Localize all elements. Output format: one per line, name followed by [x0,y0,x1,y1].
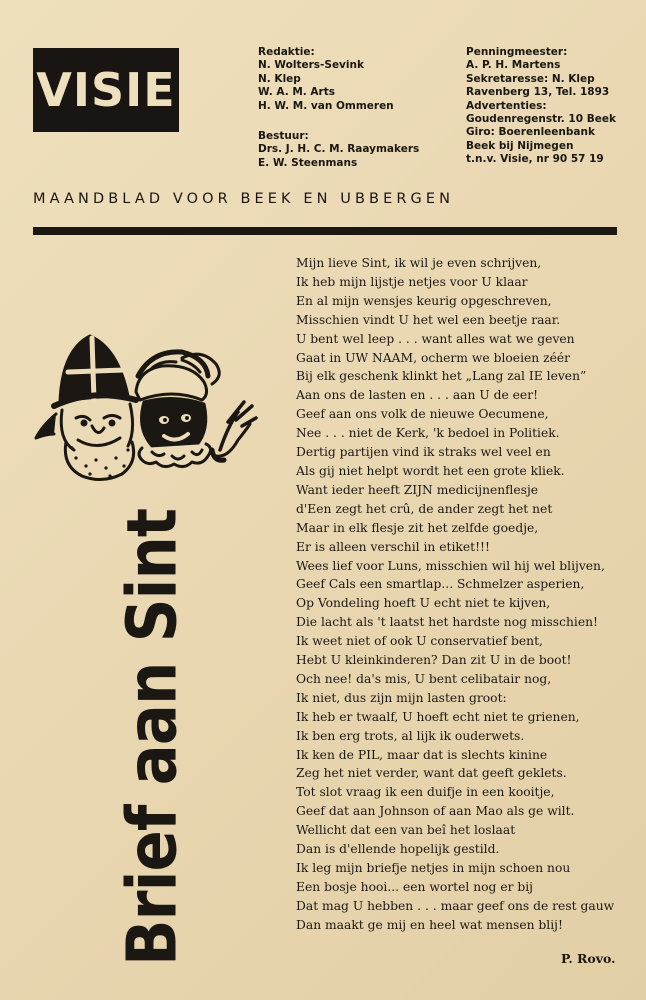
poem-line: Zeg het niet verder, want dat geeft geklets. [296,766,567,781]
poem-line: Geef aan ons volk de nieuwe Oecumene, [296,407,549,422]
poem-line: d'Een zegt het crû, de ander zegt het net [296,501,553,516]
bestuur-block [258,130,419,170]
contact-line: Sekretaresse: N. Klep [466,72,595,85]
contact-line: Giro: Boerenleenbank [466,126,595,139]
poem-line: Maar in elk flesje zit het zelfde goedje, [296,520,539,535]
poem-line: Geef Cals een smartlap... Schmelzer asperien, [296,577,585,592]
redaktie-name: W. A. M. Arts [258,86,336,99]
redaktie-name: H. W. M. van Ommeren [258,99,394,112]
redaktie-block [258,46,394,113]
poem-line: Dat mag U hebben . . . maar geef ons de rest gauw [296,898,615,913]
poem-line: Misschien vindt U het wel een beetje raar. [296,312,561,327]
poem-line: Tot slot vraag ik een duifje in een kooitje, [296,785,555,800]
poem-line: Ik niet, dus zijn mijn lasten groot: [296,690,507,705]
poem-line: Want ieder heeft ZIJN medicijnenflesje [296,482,539,497]
poem-line: Ik weet niet of ook U conservatief bent, [296,634,543,649]
poem-body [296,254,614,935]
poem-line: Nee . . . niet de Kerk, 'k bedoel in Politiek. [296,426,560,441]
author-signature: P. Rovo. [561,951,616,966]
bestuur-name: Drs. J. H. C. M. Raaymakers [258,143,420,156]
poem-line: Gaat in UW NAAM, ocherm we bloeien zéér [296,350,571,365]
poem-line: Een bosje hooi... een wortel nog er bij [296,879,533,894]
contact-line: Ravenberg 13, Tel. 1893 [466,86,610,99]
poem-line: Dan is d'ellende hopelijk gestild. [296,842,500,857]
contact-line: Advertenties: [466,99,547,112]
contact-line: Penningmeester: [466,46,568,58]
contact-line: Goudenregenstr. 10 Beek [466,113,616,126]
redaktie-name: N. Wolters-Sevink [258,59,364,72]
bestuur-heading: Bestuur: [258,130,309,142]
poem-line: Wellicht dat een van beî het loslaat [296,823,516,838]
sinterklaas-and-zwarte-piet-icon [32,330,262,485]
poem-line: Dertig partijen vind ik straks wel veel en [296,445,551,460]
poem-line: U bent wel leep . . . want alles wat we geven [296,331,575,346]
contact-line: Beek bij Nijmegen [466,139,574,152]
masthead-divider [33,227,617,235]
poem-line: Ik leg mijn briefje netjes in mijn schoen nou [296,861,571,875]
poem-line: En al mijn wensjes keurig opgeschreven, [296,293,552,308]
poem-line: Die lacht als 't laatst het hardste nog misschien! [296,615,598,630]
poem-line: Aan ons de lasten en . . . aan U de eer! [296,388,539,403]
poem-line: Ik ken de PIL, maar dat is slechts kinine [296,747,548,762]
penningmeester-block [466,46,616,167]
poem-line: Er is alleen verschil in etiket!!! [296,539,490,554]
redaktie-name: N. Klep [258,72,301,85]
poem-line: Mijn lieve Sint, ik wil je even schrijven, [296,256,542,270]
visie-logo: VISIE [33,48,179,132]
article-title: Brief aan Sint [113,508,193,966]
poem-line: Ik heb mijn lijstje netjes voor U klaar [296,274,528,289]
poem-line: Hebt U kleinkinderen? Dan zit U in de boot! [296,653,572,668]
bestuur-name: E. W. Steenmans [258,156,358,169]
poem-line: Als gij niet helpt wordt het een grote kliek. [296,463,565,478]
poem-line: Ik heb er twaalf, U hoeft echt niet te grienen, [296,709,580,724]
poem-line: Wees lief voor Luns, misschien wil hij wel blijven, [296,558,605,573]
masthead-tagline: MAANDBLAD VOOR BEEK EN UBBERGEN [33,191,455,207]
contact-line: A. P. H. Martens [466,59,561,72]
poem-line: Geef dat aan Johnson of aan Mao als ge wilt. [296,804,575,819]
poem-line: Dan maakt ge mij en heel wat mensen blij! [296,917,563,932]
poem-line: Bij elk geschenk klinkt het „Lang zal IE leven” [296,369,587,384]
contact-line: t.n.v. Visie, nr 90 57 19 [466,153,604,166]
redaktie-heading: Redaktie: [258,46,315,58]
poem-line: Och nee! da's mis, U bent celibatair nog, [296,671,552,686]
poem-line: Ik ben erg trots, al lijk ik ouderwets. [296,728,525,743]
poem-line: Op Vondeling hoeft U echt niet te kijven, [296,596,551,611]
